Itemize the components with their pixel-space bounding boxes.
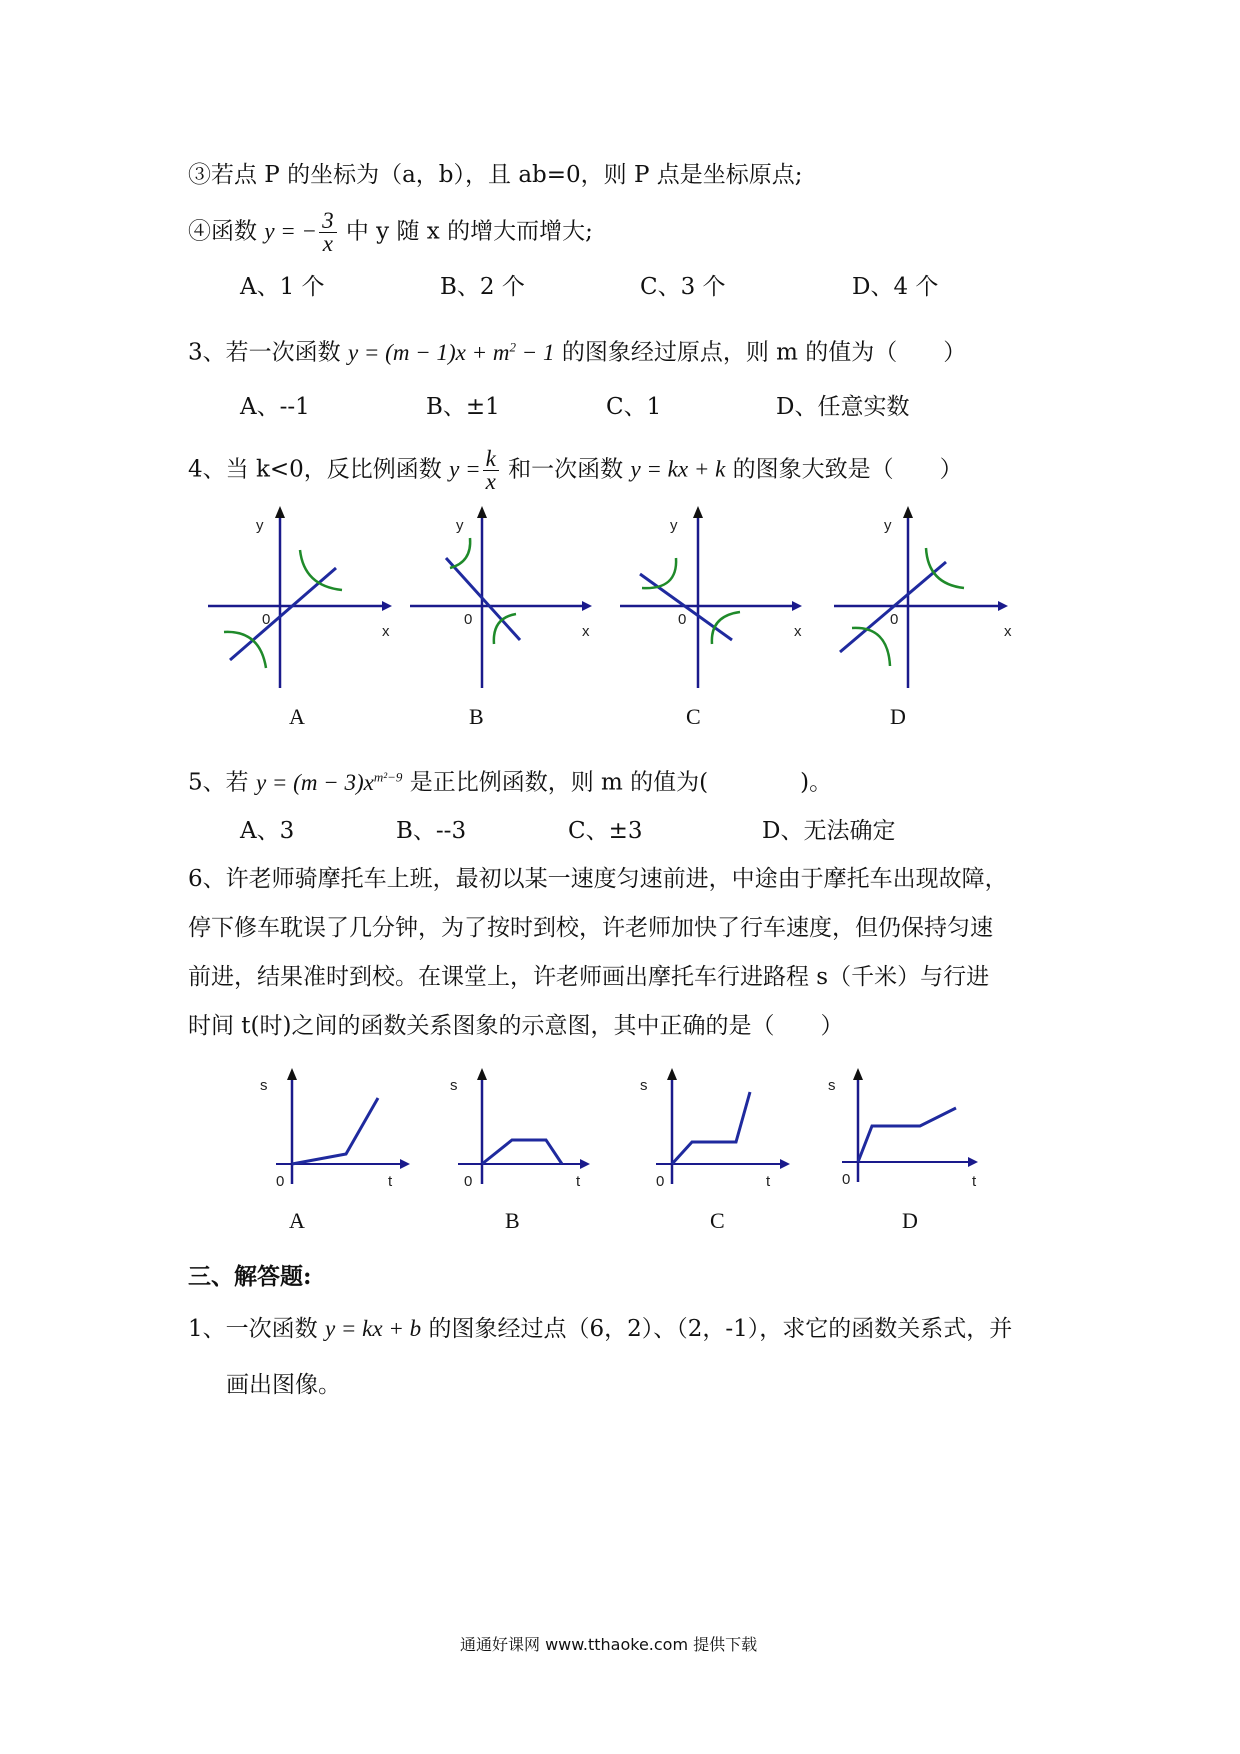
statement-4-y: y = − xyxy=(264,218,318,244)
question-5-suffix: 是正比例函数，则 m 的值为( )。 xyxy=(409,769,833,796)
y-axis-arrow-icon xyxy=(667,1068,677,1080)
distance-time-line xyxy=(672,1092,750,1164)
y-axis-arrow-icon xyxy=(693,506,703,518)
question-5-formula xyxy=(256,770,402,795)
question-4-suffix: 的图象大致是（ ） xyxy=(732,456,963,483)
axis-label-s: s xyxy=(450,1077,458,1094)
q2-option-b: B、2 个 xyxy=(440,274,525,300)
axis-label-y: y xyxy=(456,517,464,534)
q4-graph-a-label: A xyxy=(289,704,305,729)
q2-option-a: A、1 个 xyxy=(240,274,325,300)
fraction-numerator: 3 xyxy=(319,210,337,233)
question-4 xyxy=(188,448,963,493)
axis-label-y: y xyxy=(256,517,264,534)
q2-option-d: D、4 个 xyxy=(852,274,939,300)
q4-graph-c xyxy=(612,500,812,690)
q5-option-d: D、无法确定 xyxy=(762,818,896,844)
question-5-prefix: 5、若 xyxy=(188,769,249,796)
q6-graph-d xyxy=(818,1058,998,1198)
q4-graph-c-label: C xyxy=(686,704,701,729)
q4-graph-d-label: D xyxy=(890,704,906,729)
y-axis-arrow-icon xyxy=(287,1068,297,1080)
y-axis-arrow-icon xyxy=(275,506,285,518)
question-3-suffix: 的图象经过原点，则 m 的值为（ ） xyxy=(561,339,967,366)
y-axis-arrow-icon xyxy=(853,1068,863,1080)
q3-option-d: D、任意实数 xyxy=(776,394,910,420)
x-axis-arrow-icon xyxy=(582,601,592,611)
axis-label-x: x xyxy=(582,623,590,640)
axis-label-t: t xyxy=(766,1173,771,1190)
hyperbola-branch xyxy=(494,614,516,644)
q6-graph-b xyxy=(436,1058,616,1198)
question-4-fraction xyxy=(483,448,499,493)
statement-4 xyxy=(188,210,593,255)
x-axis-arrow-icon xyxy=(968,1157,978,1167)
hyperbola-branch xyxy=(450,538,470,568)
question-5-exponent: m²−9 xyxy=(373,769,403,784)
question-6-line-4: 时间 t(时)之间的函数关系图象的示意图，其中正确的是（ ） xyxy=(188,1013,844,1039)
origin-label: 0 xyxy=(464,1173,473,1190)
section-3-question-1-suffix: 的图象经过点（6，2）、（2，-1），求它的函数关系式，并 xyxy=(428,1316,1013,1342)
axis-label-x: x xyxy=(382,623,390,640)
y-axis-arrow-icon xyxy=(903,506,913,518)
x-axis-arrow-icon xyxy=(792,601,802,611)
question-6-line-3: 前进，结果准时到校。在课堂上，许老师画出摩托车行进路程 s（千米）与行进 xyxy=(188,964,990,990)
section-3-question-1-line-1 xyxy=(188,1314,1012,1344)
fraction-numerator: k xyxy=(483,448,499,471)
q4-graph-d xyxy=(826,500,1026,690)
q3-option-c: C、1 xyxy=(606,394,662,420)
q6-graph-a-label: A xyxy=(289,1208,305,1233)
axis-label-s: s xyxy=(260,1077,268,1094)
x-axis-arrow-icon xyxy=(400,1159,410,1169)
origin-label: 0 xyxy=(464,611,473,628)
question-4-formula: y = kx + k xyxy=(630,456,726,482)
question-3-formula: $y = (m - 1)x + m^2 - 1$ xyxy=(347,339,555,365)
question-3-formula-main: y = (m − 1)x + m xyxy=(347,339,510,365)
origin-label: 0 xyxy=(890,611,899,628)
axis-label-y: y xyxy=(670,517,678,534)
q3-option-b: B、±1 xyxy=(426,394,500,420)
statement-4-prefix: ④函数 xyxy=(188,218,257,245)
fraction-denominator: x xyxy=(322,231,333,256)
question-6-line-2: 停下修车耽误了几分钟，为了按时到校，许老师加快了行车速度，但仍保持匀速 xyxy=(188,915,993,941)
y-axis-arrow-icon xyxy=(477,1068,487,1080)
section-3-question-1-formula: y = kx + b xyxy=(324,1316,422,1341)
question-3-formula-end: − 1 xyxy=(515,339,555,365)
q4-graph-a xyxy=(200,500,400,690)
question-4-prefix: 4、当 k<0，反比例函数 xyxy=(188,456,442,483)
axis-label-x: x xyxy=(1004,623,1012,640)
question-5 xyxy=(188,762,832,798)
distance-time-line xyxy=(858,1108,956,1162)
section-3-question-1-prefix: 1、一次函数 xyxy=(188,1316,318,1342)
question-5-formula-main: y = (m − 3)x xyxy=(255,769,374,795)
statement-3: ③若点 P 的坐标为（a，b），且 ab=0，则 P 点是坐标原点; xyxy=(188,162,803,188)
question-3-prefix: 3、若一次函数 xyxy=(188,339,341,366)
axis-label-y: y xyxy=(884,517,892,534)
hyperbola-branch xyxy=(642,558,676,588)
x-axis-arrow-icon xyxy=(998,601,1008,611)
q5-option-b: B、--3 xyxy=(396,818,467,844)
question-4-middle: 和一次函数 xyxy=(508,456,624,483)
axis-label-x: x xyxy=(794,623,802,640)
x-axis-arrow-icon xyxy=(580,1159,590,1169)
statement-4-suffix: 中 y 随 x 的增大而增大; xyxy=(345,218,593,245)
hyperbola-branch xyxy=(224,632,266,668)
question-4-y: y = xyxy=(449,456,481,482)
section-3-heading: 三、解答题: xyxy=(188,1263,312,1290)
origin-label: 0 xyxy=(678,611,687,628)
distance-time-line xyxy=(292,1098,378,1164)
q3-option-a: A、--1 xyxy=(240,394,310,420)
question-6-line-1: 6、许老师骑摩托车上班，最初以某一速度匀速前进，中途由于摩托车出现故障， xyxy=(188,866,1008,892)
x-axis-arrow-icon xyxy=(382,601,392,611)
y-axis-arrow-icon xyxy=(477,506,487,518)
q6-graph-a xyxy=(246,1058,426,1198)
fraction-denominator: x xyxy=(485,469,496,494)
section-3-question-1-line-2: 画出图像。 xyxy=(226,1372,341,1398)
axis-label-s: s xyxy=(640,1077,648,1094)
q6-graph-c-label: C xyxy=(710,1208,725,1233)
q4-graph-b-label: B xyxy=(469,704,484,729)
q4-graph-b xyxy=(402,500,602,690)
origin-label: 0 xyxy=(276,1173,285,1190)
x-axis-arrow-icon xyxy=(780,1159,790,1169)
origin-label: 0 xyxy=(656,1173,665,1190)
hyperbola-branch xyxy=(926,548,964,588)
linear-function-line xyxy=(230,568,336,660)
question-3 xyxy=(188,332,966,368)
q6-graph-d-label: D xyxy=(902,1208,918,1233)
hyperbola-branch xyxy=(852,628,890,666)
axis-label-t: t xyxy=(576,1173,581,1190)
axis-label-t: t xyxy=(388,1173,393,1190)
q6-graph-b-label: B xyxy=(505,1208,520,1233)
q5-option-a: A、3 xyxy=(240,818,295,844)
q5-option-c: C、±3 xyxy=(568,818,643,844)
q6-graph-c xyxy=(626,1058,806,1198)
axis-label-t: t xyxy=(972,1173,977,1190)
page-footer: 通通好课网 www.tthaoke.com 提供下载 xyxy=(460,1635,758,1654)
origin-label: 0 xyxy=(262,611,271,628)
distance-time-line xyxy=(482,1140,562,1164)
statement-4-fraction xyxy=(319,210,337,255)
axis-label-s: s xyxy=(828,1077,836,1094)
q2-option-c: C、3 个 xyxy=(640,274,726,300)
origin-label: 0 xyxy=(842,1171,851,1188)
